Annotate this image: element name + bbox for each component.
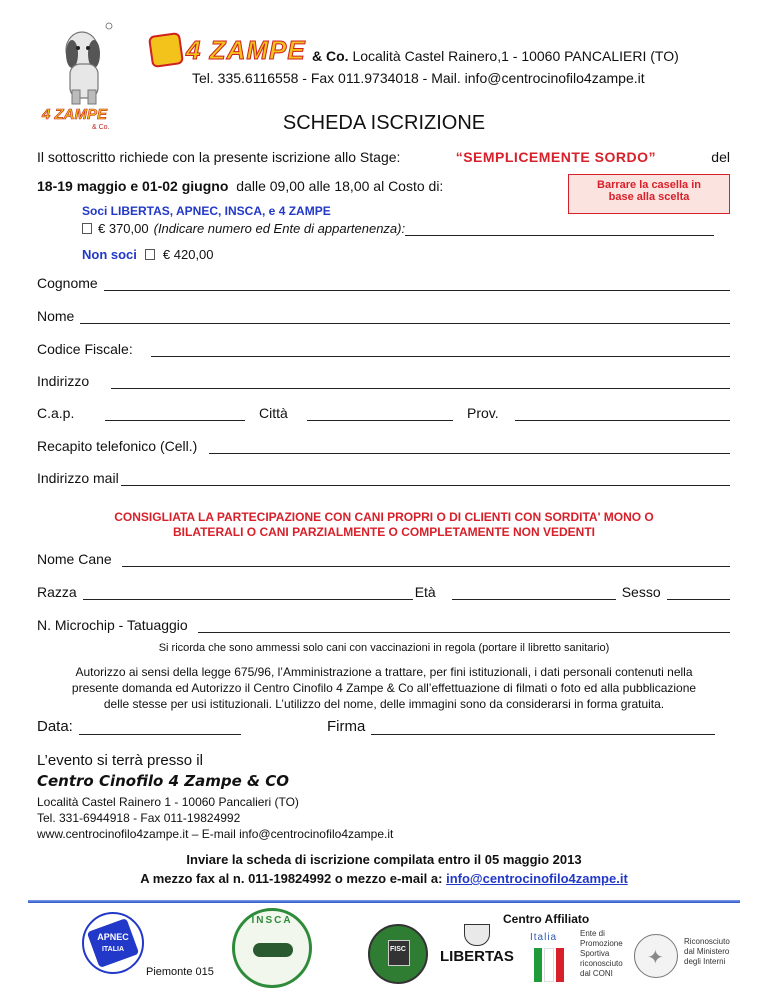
side-logo-sub: & Co. <box>92 124 110 131</box>
fisc-text: FISC <box>390 946 406 953</box>
libertas-text: LIBERTAS <box>440 948 514 965</box>
prov-field[interactable] <box>515 407 730 421</box>
page-title: SCHEDA ISCRIZIONE <box>282 112 486 134</box>
ente-line: Sportiva <box>580 949 610 958</box>
cap-label: C.a.p. <box>37 405 75 421</box>
advice-line2: BILATERALI O CANI PARZIALMENTE O COMPLETAMENTE NON VEDENTI <box>173 525 595 539</box>
nome-cane-label: Nome Cane <box>37 551 112 567</box>
ministero-text <box>684 937 730 967</box>
emblem-star-icon: ✦ <box>647 947 664 969</box>
affiliate-label: Centro Affiliato <box>503 912 590 926</box>
nome-cane-field[interactable] <box>122 553 730 567</box>
recapito-row <box>37 438 730 454</box>
dates-suffix: dalle 09,00 alle 18,00 al Costo di: <box>236 178 444 194</box>
submit-prefix: A mezzo fax al n. 011-19824992 o mezzo e-mail a: <box>140 871 443 886</box>
sesso-field[interactable] <box>667 586 730 600</box>
non-soci-checkbox[interactable] <box>145 249 155 260</box>
header-address: Località Castel Rainero,1 - 10060 PANCALIERI (TO) <box>352 48 679 64</box>
ministero-line: dal Ministero <box>684 947 730 956</box>
data-row <box>37 718 241 735</box>
soci-checkbox[interactable] <box>82 223 92 234</box>
eta-field[interactable] <box>452 586 616 600</box>
notice-line1: Barrare la casella in <box>597 179 701 191</box>
advice-text <box>20 510 748 540</box>
cap-row <box>37 405 730 421</box>
microchip-label: N. Microchip - Tatuaggio <box>37 617 188 633</box>
codice-fiscale-field[interactable] <box>151 343 730 357</box>
firma-row <box>327 718 715 735</box>
ente-text <box>580 929 623 979</box>
venue-phones: Tel. 331-6944918 - Fax 011-19824992 <box>37 811 241 825</box>
indirizzo-label: Indirizzo <box>37 373 90 389</box>
italia-logo <box>530 932 568 986</box>
ente-line: riconosciuto <box>580 959 623 968</box>
insca-logo <box>232 908 312 988</box>
side-logo-text: 4 ZAMPE <box>42 106 108 123</box>
codice-fiscale-label: Codice Fiscale: <box>37 341 133 357</box>
microchip-row <box>37 617 730 633</box>
citta-label: Città <box>259 405 288 421</box>
libertas-logo <box>438 924 518 972</box>
mail-row <box>37 470 730 486</box>
razza-label: Razza <box>37 584 77 600</box>
eta-label: Età <box>414 584 436 600</box>
libertas-shield-icon <box>464 924 490 946</box>
notice-line2: base alla scelta <box>608 191 690 203</box>
firma-label: Firma <box>327 718 366 735</box>
intro-prefix: Il sottoscritto richiede con la presente iscrizione allo Stage: <box>37 149 401 165</box>
intro-line2 <box>37 178 443 194</box>
soci-price: € 370,00 <box>98 221 149 236</box>
soci-note: (Indicare numero ed Ente di appartenenza): <box>153 221 406 236</box>
razza-field[interactable] <box>83 586 413 600</box>
recapito-field[interactable] <box>209 440 730 454</box>
insca-text: INSCA <box>251 915 293 926</box>
brand-logo <box>150 30 306 70</box>
venue-address: Località Castel Rainero 1 - 10060 Pancalieri (TO) <box>37 795 299 809</box>
ente-line: dal CONI <box>580 969 613 978</box>
apnec-text: APNEC <box>97 932 129 942</box>
non-soci-option[interactable] <box>82 247 214 262</box>
notice-box <box>568 174 730 214</box>
codice-fiscale-row <box>37 341 730 357</box>
venue-web: www.centrocinofilo4zampe.it – E-mail info@centrocinofilo4zampe.it <box>37 827 394 841</box>
cognome-label: Cognome <box>37 275 98 291</box>
citta-field[interactable] <box>307 407 453 421</box>
apnec-logo <box>82 912 144 974</box>
data-field[interactable] <box>79 720 241 735</box>
razza-row <box>37 584 730 600</box>
venue-name: Centro Cinofilo 4 Zampe & CO <box>37 772 290 790</box>
insca-dog-icon <box>253 943 293 957</box>
nome-field[interactable] <box>80 310 730 324</box>
mail-field[interactable] <box>121 472 730 486</box>
submit-line1: Inviare la scheda di iscrizione compilata entro il 05 maggio 2013 <box>186 852 582 867</box>
cap-field[interactable] <box>105 407 245 421</box>
venue-intro: L’evento si terrà presso il <box>37 752 203 769</box>
firma-field[interactable] <box>371 720 715 735</box>
sesso-label: Sesso <box>621 584 661 600</box>
advice-line1: CONSIGLIATA LA PARTECIPAZIONE CON CANI PROPRI O DI CLIENTI CON SORDITA' MONO O <box>114 510 654 524</box>
intro-line1 <box>37 149 730 165</box>
privacy-line2: presente domanda ed Autorizzo il Centro Cinofilo 4 Zampe & Co all’effettuazione di filmati o foto ed alla pubblicazione <box>71 681 697 695</box>
privacy-text <box>20 664 748 712</box>
ente-line: Ente di <box>580 929 605 938</box>
fisc-logo <box>368 924 428 984</box>
italia-flag-icon <box>534 948 564 982</box>
nome-cane-row <box>37 551 730 567</box>
indirizzo-row <box>37 373 730 389</box>
soci-label: Soci LIBERTAS, APNEC, INSCA, e 4 ZAMPE <box>82 204 331 218</box>
emblem-logo <box>634 934 678 978</box>
vaccination-note: Si ricorda che sono ammessi solo cani con vaccinazioni in regola (portare il libretto sanitario) <box>158 642 610 654</box>
submit-line2 <box>0 871 768 886</box>
footer-divider <box>28 900 740 903</box>
non-soci-price: € 420,00 <box>162 247 214 262</box>
nome-row <box>37 308 730 324</box>
cognome-row <box>37 275 730 291</box>
brand-text: 4 ZAMPE <box>186 34 306 65</box>
stage-dates: 18-19 maggio e 01-02 giugno <box>37 178 229 194</box>
microchip-field[interactable] <box>198 619 730 633</box>
non-soci-label: Non soci <box>82 247 137 262</box>
indirizzo-field[interactable] <box>111 375 730 389</box>
ministero-line: degli Interni <box>684 957 726 966</box>
mail-label: Indirizzo mail <box>37 470 119 486</box>
privacy-line3: delle stesse per usi istituzionali. L’utilizzo del nome, delle immagini sono da considerarsi in forma gratuita. <box>103 697 665 711</box>
apnec-sub: ITALIA <box>101 946 125 953</box>
ente-line: Promozione <box>580 939 623 948</box>
italia-text: Italia <box>530 932 558 943</box>
soci-option[interactable] <box>82 221 714 236</box>
nome-label: Nome <box>37 308 75 324</box>
prov-label: Prov. <box>467 405 499 421</box>
header-contacts: Tel. 335.6116558 - Fax 011.9734018 - Mail. info@centrocinofilo4zampe.it <box>192 70 645 86</box>
recapito-label: Recapito telefonico (Cell.) <box>37 438 198 454</box>
brand-paw-icon <box>148 32 184 68</box>
data-label: Data: <box>37 718 73 735</box>
ministero-line: Riconosciuto <box>684 937 730 946</box>
stage-name: “SEMPLICEMENTE SORDO” <box>455 149 656 165</box>
intro-suffix: del <box>711 149 730 165</box>
cognome-field[interactable] <box>104 277 730 291</box>
brand-suffix: & Co. <box>312 48 349 64</box>
privacy-line1: Autorizzo ai sensi della legge 675/96, l’Amministrazione a trattare, per fini istituzionali, i dati personali contenuti nella <box>75 665 693 679</box>
submit-email-link[interactable]: info@centrocinofilo4zampe.it <box>446 871 628 886</box>
soci-note-line[interactable] <box>405 223 714 236</box>
piemonte-label: Piemonte 015 <box>146 966 214 978</box>
